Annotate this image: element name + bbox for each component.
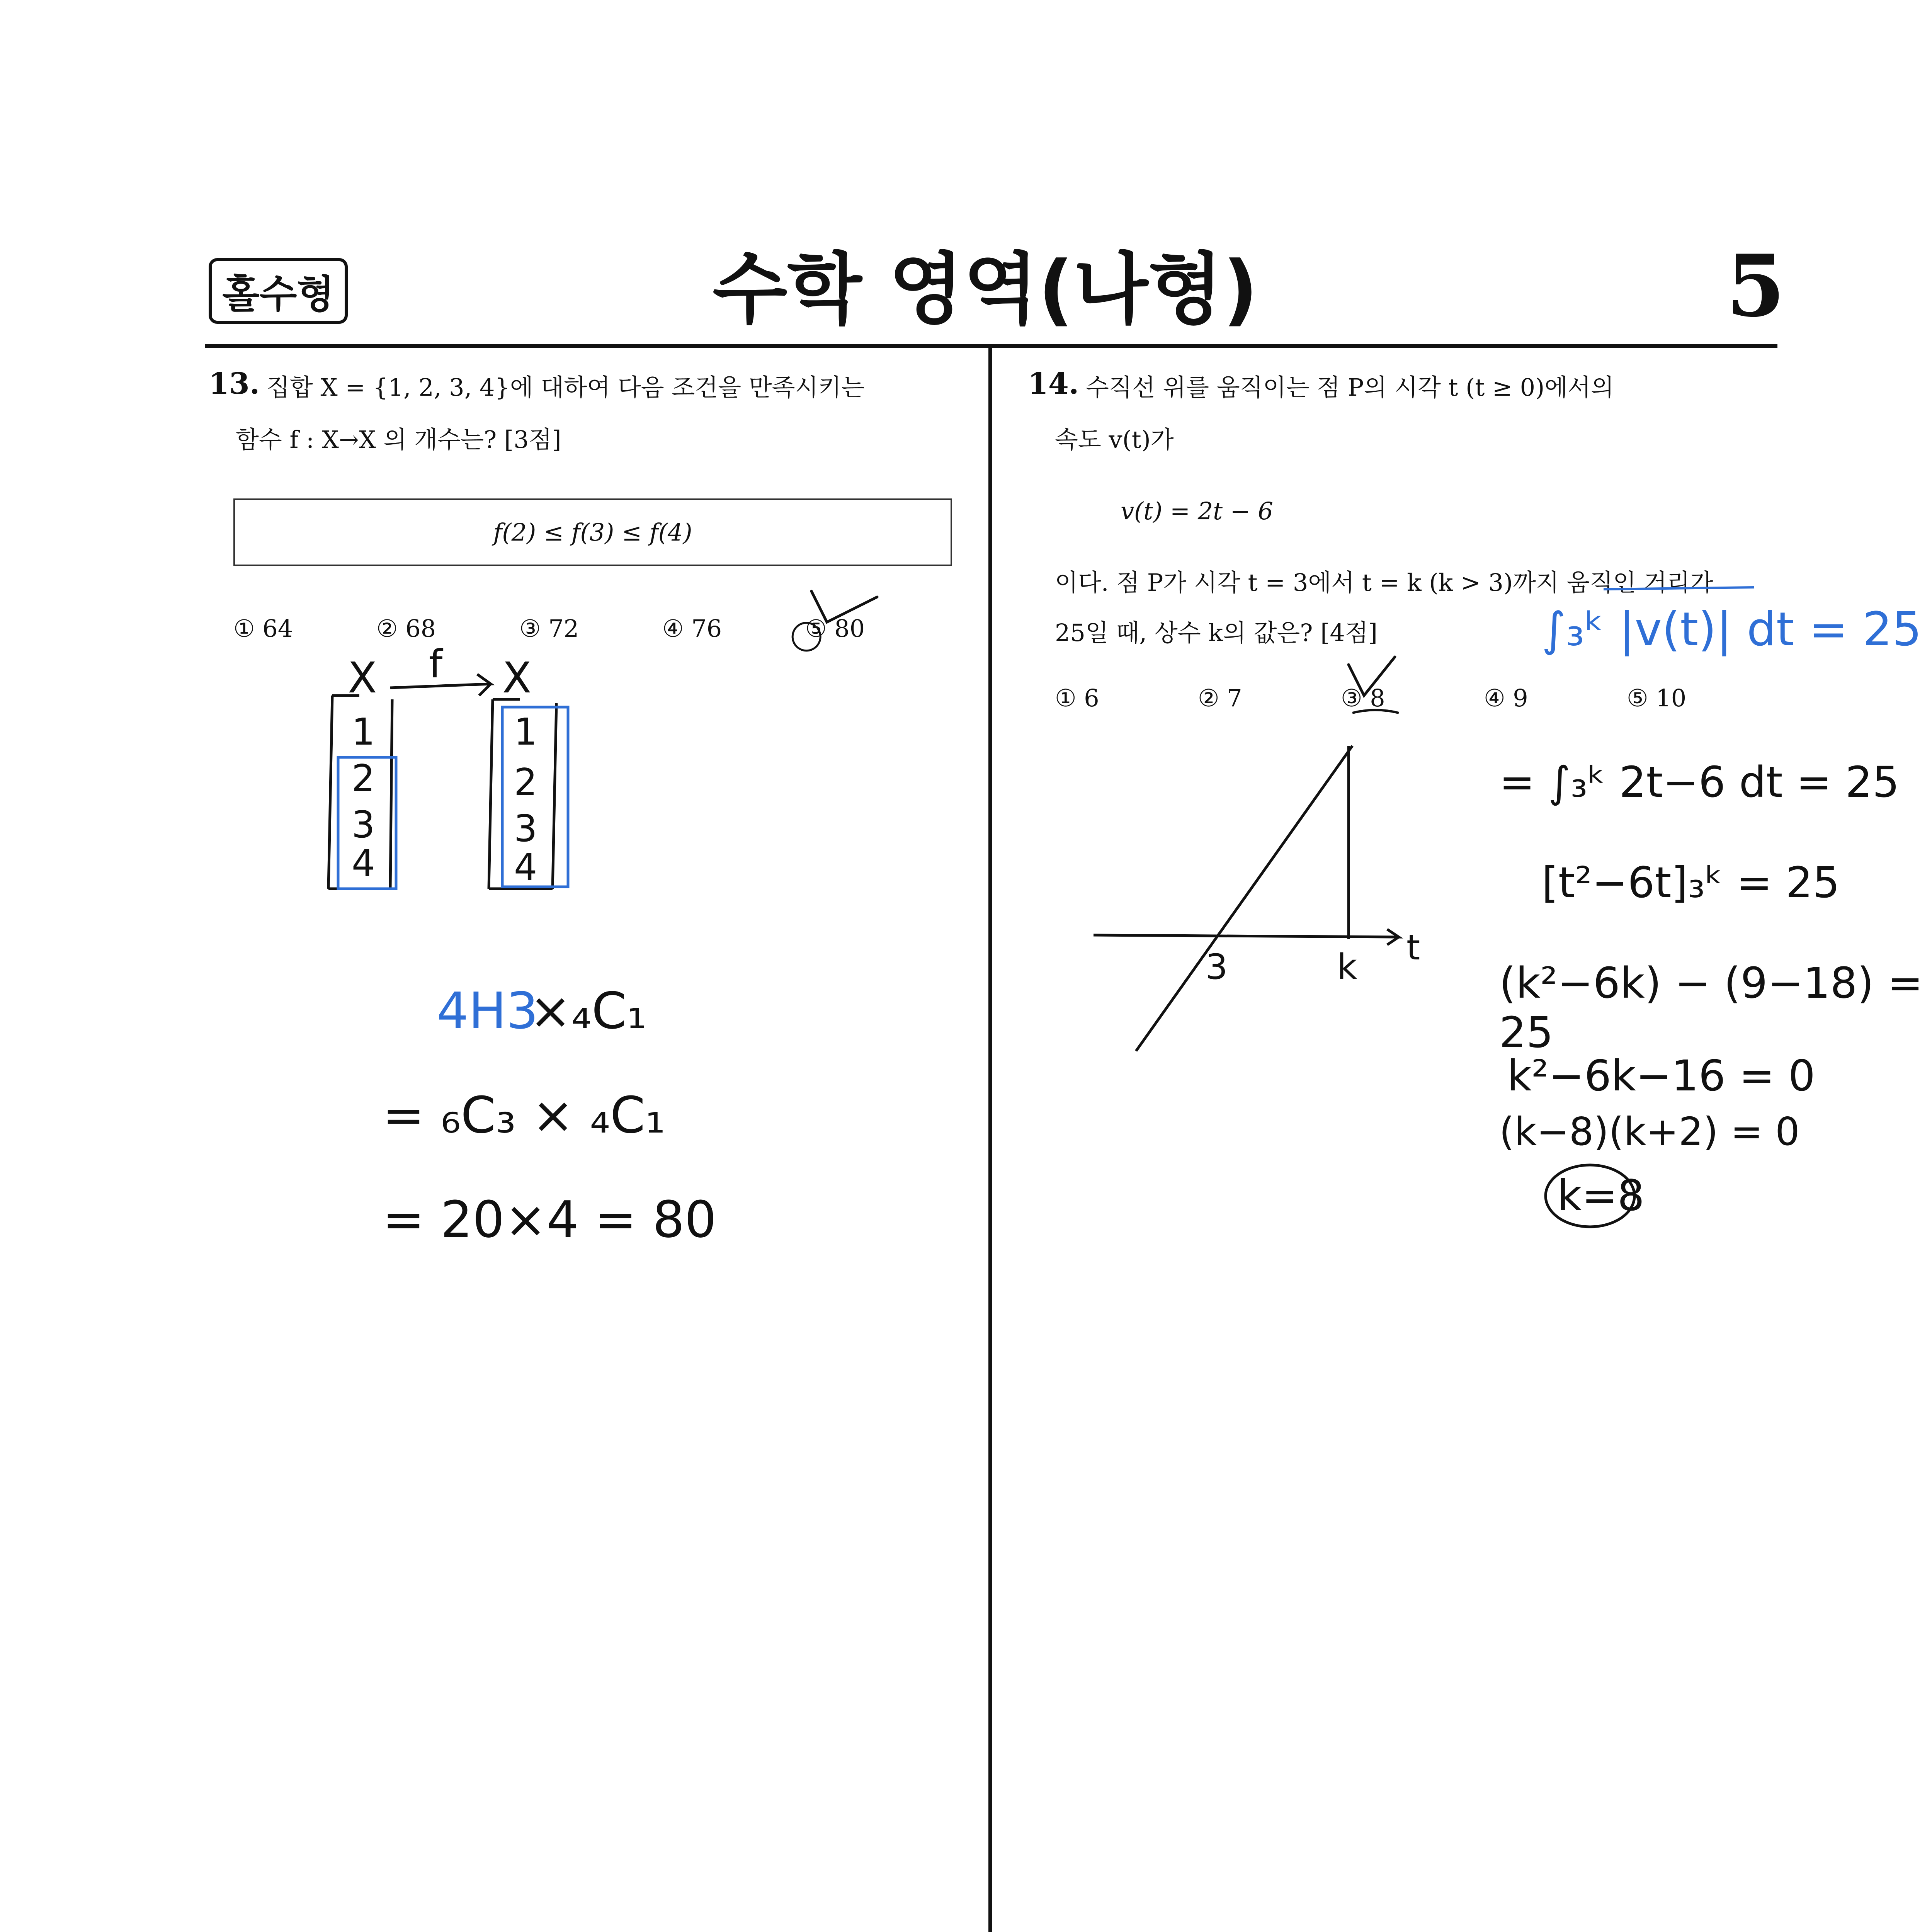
hw-q14-step4: k²−6k−16 = 0: [1507, 1051, 1815, 1100]
page-title: 수학 영역(나형): [713, 245, 1258, 335]
hw-q14-step3: (k²−6k) − (9−18) = 25: [1499, 958, 1923, 1057]
hw-domain-value-3: 3: [352, 804, 375, 846]
hw-step1-repetition: 4H3: [437, 981, 539, 1040]
form-type-badge: 홀수형: [209, 258, 348, 324]
question-14-formula: v(t) = 2t − 6: [1121, 497, 1273, 525]
hw-step3: = 20×4 = 80: [383, 1190, 717, 1249]
hw-domain-label: X: [348, 653, 377, 702]
hw-graph-label-3: 3: [1206, 947, 1228, 987]
hw-integral-setup: ∫₃ᵏ |v(t)| dt = 25: [1542, 603, 1922, 656]
hw-codomain-value-2: 2: [514, 761, 537, 804]
question-13-line2: 함수 f : X→X 의 개수는? [3점]: [236, 425, 561, 454]
question-14-line1: 수직선 위를 움직이는 점 P의 시각 t (t ≥ 0)에서의: [1086, 373, 1614, 401]
hw-q14-step2: [t²−6t]₃ᵏ = 25: [1542, 858, 1840, 907]
q13-check-mark: [811, 591, 877, 622]
q13-choice-4[interactable]: ④ 76: [662, 614, 722, 643]
hw-domain-value-2: 2: [352, 757, 375, 800]
q13-choice-2[interactable]: ② 68: [376, 614, 436, 643]
distance-underline: [1604, 587, 1754, 589]
hw-map-label: f: [429, 641, 443, 687]
question-14-line2: 속도 v(t)가: [1055, 425, 1174, 454]
hw-graph-label-t: t: [1406, 927, 1420, 968]
hw-step1-rest: ×₄C₁: [529, 981, 647, 1040]
question-14-line4: 25일 때, 상수 k의 값은? [4점]: [1055, 619, 1378, 647]
hw-q14-step5: (k−8)(k+2) = 0: [1499, 1109, 1800, 1154]
q13-choice-1[interactable]: ① 64: [233, 614, 293, 643]
hw-codomain-value-1: 1: [514, 711, 537, 753]
q14-choice-2[interactable]: ② 7: [1198, 684, 1242, 712]
hw-codomain-label: X: [502, 653, 532, 702]
q13-choice-3[interactable]: ③ 72: [519, 614, 579, 643]
hw-codomain-value-3: 3: [514, 808, 537, 850]
hw-step2: = ₆C₃ × ₄C₁: [383, 1086, 665, 1145]
hw-q14-answer: k=8: [1557, 1171, 1645, 1220]
hw-codomain-value-4: 4: [514, 846, 537, 889]
hw-graph-label-k: k: [1337, 947, 1357, 987]
q14-choice-3[interactable]: ③ 8: [1341, 684, 1385, 712]
q14-check-mark: [1349, 657, 1395, 696]
question-14-number: 14.: [1028, 366, 1079, 401]
q14-answer-underline: [1352, 710, 1399, 713]
page-number: 5: [1726, 236, 1785, 336]
hw-domain-value-1: 1: [352, 711, 375, 753]
question-14-line3: 이다. 점 P가 시각 t = 3에서 t = k (k > 3)까지 움직인 거리가: [1055, 568, 1713, 597]
q14-choice-1[interactable]: ① 6: [1055, 684, 1099, 712]
q13-choice-5[interactable]: ⑤ 80: [805, 614, 865, 643]
q14-choice-5[interactable]: ⑤ 10: [1627, 684, 1687, 712]
graph-t-axis: [1094, 929, 1399, 945]
question-13-line1: 집합 X = {1, 2, 3, 4}에 대하여 다음 조건을 만족시키는: [267, 373, 865, 401]
q13-answer-circle: [793, 623, 820, 651]
question-13-number: 13.: [209, 366, 260, 401]
q14-choice-4[interactable]: ④ 9: [1484, 684, 1528, 712]
graph-velocity-line: [1136, 746, 1352, 1051]
hw-domain-value-4: 4: [352, 842, 375, 885]
hw-q14-step1: = ∫₃ᵏ 2t−6 dt = 25: [1499, 757, 1900, 807]
question-13-condition-box: f(2) ≤ f(3) ≤ f(4): [233, 498, 952, 566]
